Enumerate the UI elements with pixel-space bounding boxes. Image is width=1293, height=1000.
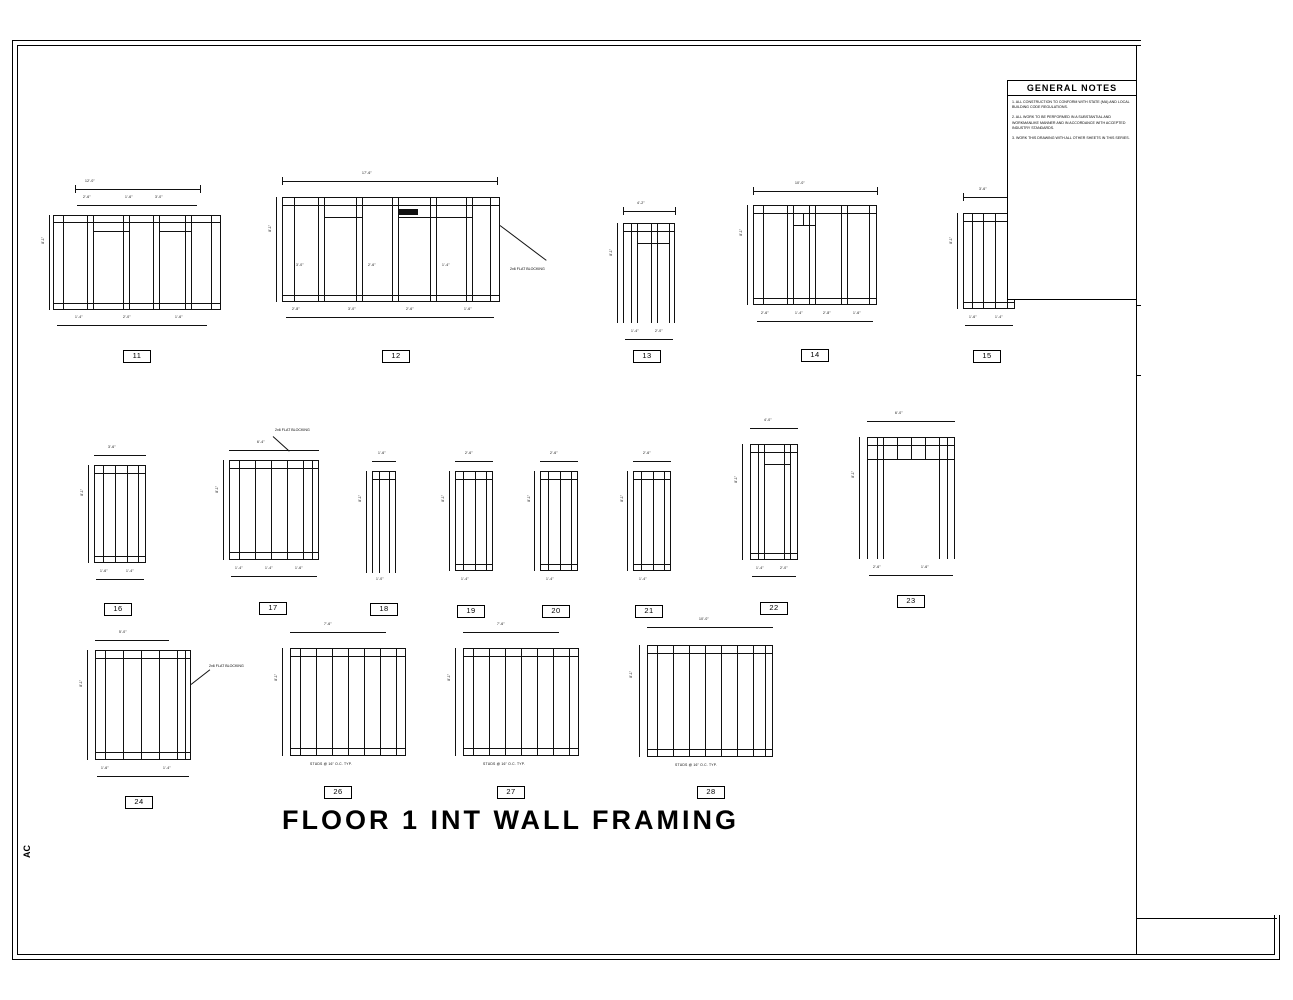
panel-22-sub-dim-1: 1'-4" <box>756 566 764 570</box>
panel-26-note: STUDS @ 16" O.C. TYP. <box>310 762 352 766</box>
panel-17-frame <box>229 460 319 560</box>
panel-18-height-dim: 8'-1" <box>358 495 362 502</box>
panel-17-width-dim: 6'-4" <box>257 440 265 444</box>
sheet-edge-mark: AC <box>22 845 32 858</box>
panel-22-width-dim: 4'-0" <box>764 418 772 422</box>
panel-26-tag: 26 <box>324 786 352 799</box>
panel-26 <box>262 590 422 796</box>
panel-26-width-dim: 7'-6" <box>324 622 332 626</box>
panel-28-tag: 28 <box>697 786 725 799</box>
panel-24-tag: 24 <box>125 796 153 809</box>
panel-12-width-dim: 17'-6" <box>362 171 372 175</box>
panel-18-tag: 18 <box>370 603 398 616</box>
panel-27-note: STUDS @ 16" O.C. TYP. <box>483 762 525 766</box>
panel-12-sub-dim-7: 1'-6" <box>464 307 472 311</box>
panel-21-width-dim: 2'-6" <box>643 451 651 455</box>
panel-12-sub-dim-4: 2'-8" <box>292 307 300 311</box>
panel-13-tag: 13 <box>633 350 661 363</box>
panel-11-sub-dim-2: 1'-6" <box>125 195 133 199</box>
blocking-note-24: 2x6 FLAT BLOCKING <box>209 664 244 668</box>
panel-23 <box>837 393 987 605</box>
panel-14-sub-dim-1: 2'-6" <box>761 311 769 315</box>
panel-21-tag: 21 <box>635 605 663 618</box>
panel-14-sub-dim-4: 1'-6" <box>853 311 861 315</box>
panel-12-sub-dim-1: 3'-0" <box>296 263 304 267</box>
panel-17-sub-dim-2: 1'-4" <box>265 566 273 570</box>
panel-15-tag: 15 <box>973 350 1001 363</box>
panel-16-tag: 16 <box>104 603 132 616</box>
panel-24-height-dim: 8'-1" <box>79 680 83 687</box>
panel-28-note: STUDS @ 16" O.C. TYP. <box>675 763 717 767</box>
panel-13 <box>595 157 705 360</box>
panel-11-height-dim: 8'-1" <box>41 237 45 244</box>
panel-16-width-dim: 3'-6" <box>108 445 116 449</box>
panel-12-sub-dim-6: 2'-6" <box>406 307 414 311</box>
panel-12-sub-dim-3: 1'-4" <box>442 263 450 267</box>
panel-19-sub-dim-1: 1'-4" <box>461 577 469 581</box>
blocking-note-12: 2x6 FLAT BLOCKING <box>510 267 545 271</box>
panel-24 <box>67 600 247 806</box>
panel-14-tag: 14 <box>801 349 829 362</box>
panel-24-sub-dim-1: 1'-6" <box>101 766 109 770</box>
panel-14-sub-dim-3: 2'-8" <box>823 311 831 315</box>
panel-16-height-dim: 8'-1" <box>80 489 84 496</box>
panel-19-frame <box>455 471 493 571</box>
panel-22-sub-dim-2: 2'-0" <box>780 566 788 570</box>
panel-21-sub-dim-1: 1'-4" <box>639 577 647 581</box>
panel-13-width-dim: 4'-2" <box>637 201 645 205</box>
panel-11-width-dim: 12'-0" <box>85 179 95 183</box>
panel-27 <box>435 590 595 796</box>
panel-15-width-dim: 3'-6" <box>979 187 987 191</box>
panel-12-tag: 12 <box>382 350 410 363</box>
panel-20 <box>522 417 602 615</box>
panel-12-sub-dim-5: 3'-0" <box>348 307 356 311</box>
panel-19-width-dim: 2'-6" <box>465 451 473 455</box>
panel-27-width-dim: 7'-6" <box>497 622 505 626</box>
general-notes-body <box>1008 96 1136 150</box>
title-block-fields <box>1137 0 1277 919</box>
panel-21-height-dim: 8'-1" <box>620 495 624 502</box>
panel-17-sub-dim-1: 1'-4" <box>235 566 243 570</box>
general-notes-box <box>1007 80 1137 300</box>
panel-15-height-dim: 8'-1" <box>949 237 953 244</box>
panel-16-sub-dim-1: 1'-6" <box>100 569 108 573</box>
sheet-number-value <box>1141 0 1293 915</box>
sheet-number-field <box>1137 0 1277 919</box>
page-title: FLOOR 1 INT WALL FRAMING <box>282 805 739 835</box>
panel-18 <box>352 415 422 613</box>
panel-11-sub-dim-6: 1'-6" <box>175 315 183 319</box>
drawing-area <box>17 45 1077 955</box>
panel-19-tag: 19 <box>457 605 485 618</box>
panel-24-width-dim: 5'-0" <box>119 630 127 634</box>
panel-21 <box>615 417 695 615</box>
panel-20-tag: 20 <box>542 605 570 618</box>
panel-19-height-dim: 8'-1" <box>441 495 445 502</box>
panel-23-tag: 23 <box>897 595 925 608</box>
panel-14-width-dim: 10'-0" <box>795 181 805 185</box>
panel-11-sub-dim-3: 3'-0" <box>155 195 163 199</box>
panel-14-height-dim: 8'-1" <box>739 229 743 236</box>
panel-11-frame <box>53 215 221 310</box>
panel-12-height-dim: 8'-1" <box>268 225 272 232</box>
panel-18-width-dim: 1'-6" <box>378 451 386 455</box>
panel-22-height-dim: 8'-1" <box>734 476 738 483</box>
general-note-3: 3. WORK THIS DRAWING WITH ALL OTHER SHEETS IN THIS SERIES. <box>1012 136 1130 141</box>
panel-11-sub-dim-5: 2'-0" <box>123 315 131 319</box>
panel-12-frame <box>282 197 500 302</box>
panel-17-tag: 17 <box>259 602 287 615</box>
panel-17-height-dim: 8'-1" <box>215 486 219 493</box>
general-note-2: 2. ALL WORK TO BE PERFORMED IN A SUBSTANTIAL AND WORKMANLIKE MANNER AND IN ACCORDANCE WITH ACCEPTED INDUSTRY STANDARDS. <box>1012 115 1126 130</box>
general-note-1: 1. ALL CONSTRUCTION TO CONFORM WITH STATE (MA) AND LOCAL BUILDING CODE REGULATIONS. <box>1012 100 1130 110</box>
panel-19 <box>435 417 515 615</box>
panel-14-sub-dim-2: 1'-4" <box>795 311 803 315</box>
panel-23-width-dim: 6'-0" <box>895 411 903 415</box>
panel-22 <box>722 400 842 612</box>
panel-13-sub-dim-1: 1'-4" <box>631 329 639 333</box>
panel-24-sub-dim-2: 1'-4" <box>163 766 171 770</box>
panel-28-width-dim: 10'-0" <box>699 617 709 621</box>
panel-16 <box>72 415 182 613</box>
panel-13-sub-dim-2: 2'-0" <box>655 329 663 333</box>
panel-21-frame <box>633 471 671 571</box>
panel-27-tag: 27 <box>497 786 525 799</box>
panel-11-sub-dim-1: 2'-6" <box>83 195 91 199</box>
panel-17-sub-dim-3: 1'-6" <box>295 566 303 570</box>
panel-16-sub-dim-2: 1'-4" <box>126 569 134 573</box>
panel-11-tag: 11 <box>123 350 151 363</box>
panel-12 <box>252 155 545 360</box>
panel-15-sub-dim-2: 1'-4" <box>995 315 1003 319</box>
panel-28-frame <box>647 645 773 757</box>
panel-26-height-dim: 8'-1" <box>274 674 278 681</box>
panel-20-sub-dim-1: 1'-4" <box>546 577 554 581</box>
panel-14 <box>729 153 909 359</box>
panel-11 <box>35 165 215 360</box>
panel-11-sub-dim-4: 1'-4" <box>75 315 83 319</box>
panel-20-width-dim: 2'-6" <box>550 451 558 455</box>
panel-28 <box>617 583 807 796</box>
panel-12-sub-dim-2: 2'-6" <box>368 263 376 267</box>
panel-23-sub-dim-1: 2'-6" <box>873 565 881 569</box>
panel-23-height-dim: 8'-1" <box>851 471 855 478</box>
panel-15-sub-dim-1: 1'-6" <box>969 315 977 319</box>
panel-18-sub-dim-1: 1'-0" <box>376 577 384 581</box>
panel-20-height-dim: 8'-1" <box>527 495 531 502</box>
general-notes-title: GENERAL NOTES <box>1008 81 1136 96</box>
title-block <box>1012 45 1276 955</box>
panel-23-sub-dim-2: 1'-6" <box>921 565 929 569</box>
panel-13-height-dim: 8'-1" <box>609 249 613 256</box>
panel-28-height-dim: 8'-1" <box>629 671 633 678</box>
blocking-note-17: 2x6 FLAT BLOCKING <box>275 428 310 432</box>
panel-18-frame <box>372 471 396 573</box>
panel-27-height-dim: 8'-1" <box>447 674 451 681</box>
panel-20-frame <box>540 471 578 571</box>
panel-22-tag: 22 <box>760 602 788 615</box>
